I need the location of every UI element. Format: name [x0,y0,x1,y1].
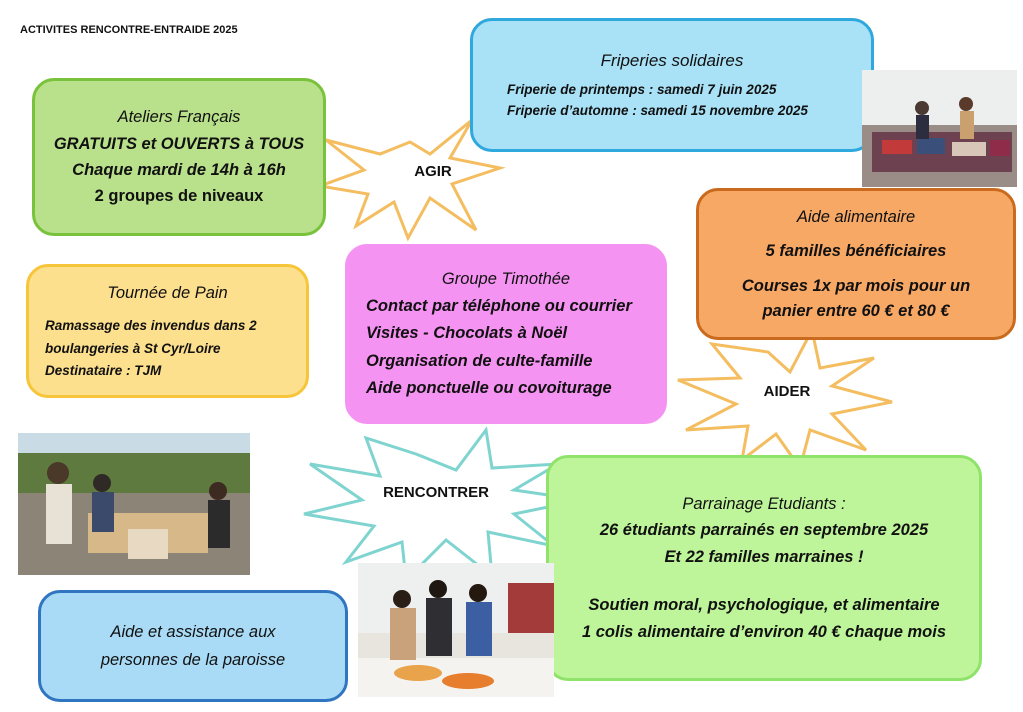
brocante-photo [18,433,250,575]
parrainage-line3: Soutien moral, psychologique, et alimentaire [588,596,940,615]
agir-burst-label: AGIR [414,163,452,180]
tournee-title: Tournée de Pain [107,283,228,302]
parrainage-line1: 26 étudiants parrainés en septembre 2025 [599,521,929,540]
repas-photo [358,563,554,697]
friperies-line2: Friperie d’automne : samedi 15 novembre 2025 [507,103,808,119]
parrainage-title: Parrainage Etudiants : [682,495,846,514]
aide-alimentaire-box [696,188,1016,340]
timothee-line2: Visites - Chocolats à Noël [366,324,568,343]
timothee-line4: Aide ponctuelle ou covoiturage [366,378,612,397]
timothee-line1: Contact par téléphone ou courrier [366,297,632,316]
timothee-line3: Organisation de culte-famille [366,351,593,370]
friperie-photo-art [862,70,1017,187]
page-title: ACTIVITES RENCONTRE-ENTRAIDE 2025 [20,24,238,36]
groupe-timothee-box [345,244,667,424]
rencontrer-burst-label: RENCONTRER [383,484,489,501]
brocante-photo-art [18,433,250,575]
ateliers-line3: 2 groupes de niveaux [94,187,264,206]
tournee-line2: boulangeries à St Cyr/Loire [45,340,221,356]
aide-paroisse-line1: Aide et assistance aux [110,622,276,641]
friperies-title: Friperies solidaires [600,50,744,70]
repas-photo-art [358,563,554,697]
tournee-line3: Destinataire : TJM [45,363,162,379]
tournee-line1: Ramassage des invendus dans 2 [45,317,257,333]
aide-alimentaire-title: Aide alimentaire [796,207,916,226]
parrainage-line2: Et 22 familles marraines ! [664,547,864,566]
ateliers-title: Ateliers Français [117,108,241,127]
timothee-title: Groupe Timothée [441,269,571,288]
aide-alimentaire-line3: panier entre 60 € et 80 € [762,301,950,320]
parrainage-line4: 1 colis alimentaire d’environ 40 € chaque mois [581,622,947,641]
ateliers-line1: GRATUITS et OUVERTS à TOUS [53,134,305,153]
friperie-photo [862,70,1017,187]
ateliers-line2: Chaque mardi de 14h à 16h [72,161,286,179]
rencontrer-burst-shape [296,424,586,584]
aider-burst-label: AIDER [763,383,811,400]
tournee-pain-box [26,264,309,398]
aide-paroisse-line2: personnes de la paroisse [100,651,286,669]
friperies-line1: Friperie de printemps : samedi 7 juin 2025 [507,82,777,98]
parrainage-box [546,455,982,681]
aide-paroisse-box [38,590,348,702]
ateliers-francais-box [32,78,326,236]
aide-alimentaire-line2: Courses 1x par mois pour un [741,277,971,295]
aide-alimentaire-line1: 5 familles bénéficiaires [765,242,947,261]
friperies-box [470,18,874,152]
